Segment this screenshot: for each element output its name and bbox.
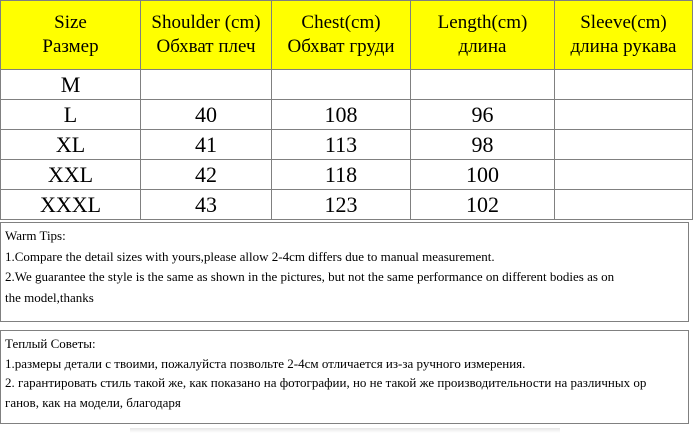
cell-length bbox=[411, 70, 555, 100]
cell-chest bbox=[272, 70, 411, 100]
tips-title-en: Warm Tips: bbox=[5, 228, 66, 243]
tips-title-ru: Теплый Советы: bbox=[5, 336, 96, 351]
cell-chest: 113 bbox=[272, 130, 411, 160]
size-row-m bbox=[1, 70, 693, 100]
header-sleeve-en: Sleeve(cm) bbox=[580, 12, 667, 33]
cell-shoulder: 41 bbox=[141, 130, 272, 160]
cell-chest: 123 bbox=[272, 190, 411, 220]
cell-length: 102 bbox=[411, 190, 555, 220]
tips-line-1-en: 1.Compare the detail sizes with yours,please allow 2-4cm differs due to manual measurement. bbox=[5, 248, 495, 264]
header-size-en: Size bbox=[54, 12, 87, 33]
header-sleeve-ru: длина рукава bbox=[570, 36, 677, 57]
cell-chest: 118 bbox=[272, 160, 411, 190]
cell-shoulder: 42 bbox=[141, 160, 272, 190]
header-sleeve bbox=[555, 1, 693, 70]
cell-size: M bbox=[1, 70, 141, 100]
cell-size: L bbox=[1, 100, 141, 130]
cell-size: XL bbox=[1, 130, 141, 160]
header-chest-ru: Обхват груди bbox=[287, 36, 395, 57]
header-shoulder-en: Shoulder (cm) bbox=[151, 12, 261, 33]
header-chest-en: Chest(cm) bbox=[301, 12, 381, 33]
header-row bbox=[1, 1, 693, 70]
tips-line-1-ru: 1.размеры детали с твоими, пожалуйста позвольте 2-4см отличается из-за ручного измерения. bbox=[5, 355, 526, 371]
header-length bbox=[411, 1, 555, 70]
header-length-ru: длина bbox=[458, 36, 507, 57]
cell-chest: 108 bbox=[272, 100, 411, 130]
cell-sleeve bbox=[555, 160, 693, 190]
header-size-ru: Размер bbox=[42, 36, 99, 57]
cell-shoulder: 43 bbox=[141, 190, 272, 220]
header-size bbox=[1, 1, 141, 70]
size-row-xxl bbox=[1, 160, 693, 190]
tips-line-2a-en: 2.We guarantee the style is the same as shown in the pictures, but not the same performance on different bodies as on bbox=[5, 269, 615, 284]
cell-shoulder bbox=[141, 70, 272, 100]
header-shoulder bbox=[141, 1, 272, 70]
bottom-shadow-divider bbox=[130, 428, 560, 433]
cell-size: XXL bbox=[1, 160, 141, 190]
cell-length: 100 bbox=[411, 160, 555, 190]
cell-size: XXXL bbox=[1, 190, 141, 220]
cell-sleeve bbox=[555, 100, 693, 130]
cell-sleeve bbox=[555, 130, 693, 160]
tips-line-2b-ru: ганов, как на модели, благодаря bbox=[5, 394, 181, 410]
warm-tips-english bbox=[0, 222, 689, 322]
size-row-xxxl bbox=[1, 190, 693, 220]
cell-length: 96 bbox=[411, 100, 555, 130]
size-row-xl bbox=[1, 130, 693, 160]
size-row-l bbox=[1, 100, 693, 130]
cell-shoulder: 40 bbox=[141, 100, 272, 130]
cell-sleeve bbox=[555, 190, 693, 220]
warm-tips-russian bbox=[0, 330, 689, 424]
header-chest bbox=[272, 1, 411, 70]
cell-length: 98 bbox=[411, 130, 555, 160]
header-shoulder-ru: Обхват плеч bbox=[156, 36, 256, 57]
tips-line-2a-ru: 2. гарантировать стиль такой же, как показано на фотографии, но не такой же производительности на различных ор bbox=[5, 375, 647, 390]
cell-sleeve bbox=[555, 70, 693, 100]
tips-line-2b-en: the model,thanks bbox=[5, 289, 94, 305]
header-length-en: Length(cm) bbox=[437, 12, 528, 33]
